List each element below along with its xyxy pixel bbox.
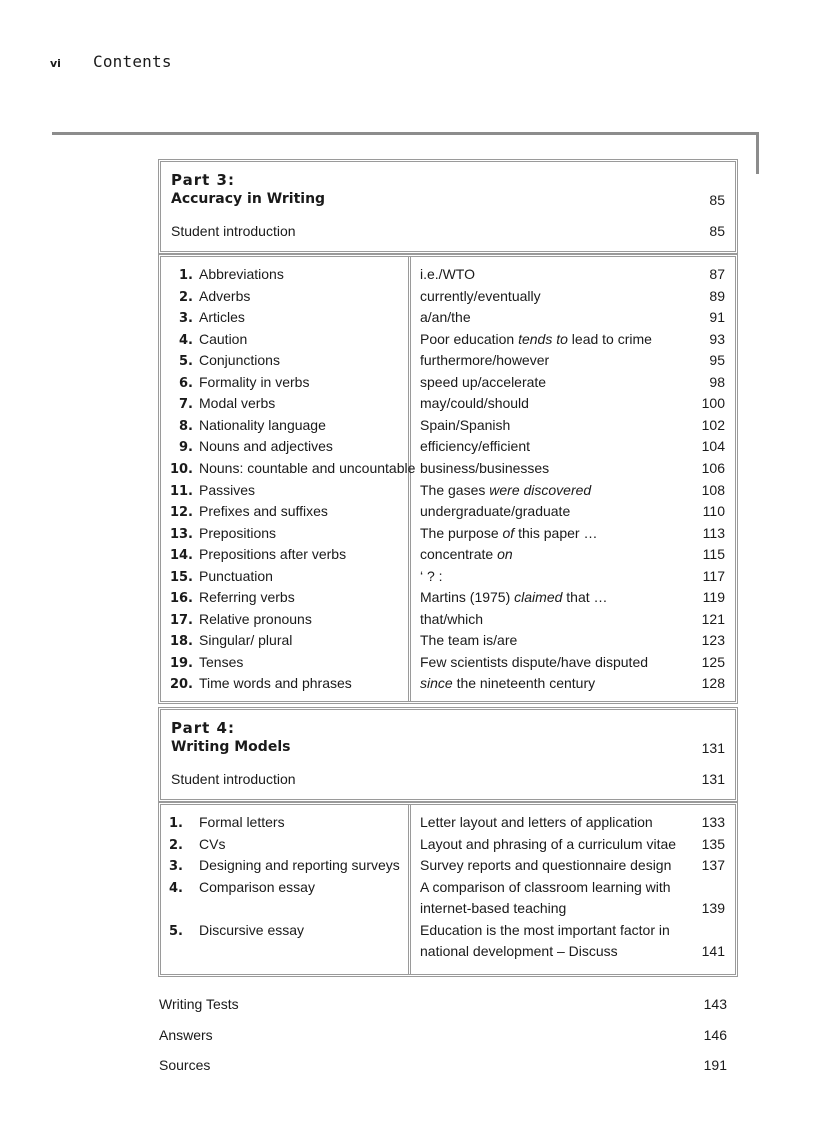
unit-example: The team is/are — [420, 632, 518, 649]
toc-unit-row — [169, 459, 416, 481]
toc-unit-example-row — [420, 351, 725, 373]
toc-model-example-row — [420, 921, 725, 959]
toc-unit-example-row — [420, 265, 725, 287]
unit-number: 6. — [179, 375, 193, 391]
unit-number: 19. — [169, 655, 193, 671]
toc-entry-page: 146 — [703, 1027, 727, 1043]
toc-unit-row — [169, 502, 409, 524]
unit-example-text: Poor education — [420, 330, 519, 347]
part3-topics-column — [161, 257, 416, 701]
part3-units-table — [158, 254, 738, 704]
unit-page: 113 — [702, 524, 725, 541]
model-page: 137 — [701, 857, 725, 873]
model-topic: Formal letters — [199, 814, 285, 830]
unit-example — [420, 481, 591, 499]
part4-intro: Student introduction — [171, 771, 296, 787]
toc-model-row — [169, 878, 409, 900]
unit-example: undergraduate/graduate — [420, 503, 571, 520]
page-title: Contents — [93, 52, 172, 71]
unit-topic: Punctuation — [199, 567, 273, 584]
unit-example — [420, 674, 595, 692]
toc-unit-example-row — [420, 308, 725, 330]
part3-title-page: 85 — [709, 192, 725, 208]
toc-unit-row — [169, 265, 409, 287]
unit-topic: Referring verbs — [199, 589, 295, 606]
unit-example-text: the nineteenth century — [452, 675, 596, 692]
model-example-line2: internet-based teaching — [420, 900, 567, 916]
toc-unit-example-row — [420, 524, 725, 546]
toc-unit-row — [169, 674, 409, 696]
model-topic: Discursive essay — [199, 922, 305, 938]
toc-unit-example-row — [420, 394, 725, 416]
unit-page: 104 — [701, 438, 725, 455]
unit-example-text: The purpose — [420, 524, 503, 541]
unit-number: 17. — [169, 612, 193, 628]
toc-model-row — [169, 921, 409, 943]
unit-topic: Articles — [199, 309, 245, 326]
toc-unit-row — [169, 610, 409, 632]
unit-topic: Conjunctions — [199, 352, 280, 369]
unit-example: a/an/the — [420, 309, 471, 326]
toc-unit-example-row — [420, 545, 725, 567]
unit-page: 106 — [701, 459, 725, 476]
unit-page: 125 — [701, 653, 725, 670]
unit-example: furthermore/however — [420, 352, 550, 369]
model-topic: CVs — [199, 836, 226, 852]
toc-unit-row — [169, 287, 409, 309]
model-example-line2: national development – Discuss — [420, 943, 618, 959]
unit-page: 128 — [701, 675, 725, 692]
toc-model-example-row — [420, 835, 725, 857]
unit-example: may/could/should — [420, 395, 529, 412]
part4-header-box — [158, 707, 738, 802]
unit-topic: Abbreviations — [199, 266, 284, 282]
unit-topic: Nouns: countable and uncountable — [199, 459, 416, 476]
unit-example-emphasis: claimed — [514, 589, 563, 606]
page-number: vi — [50, 57, 61, 70]
unit-example — [420, 545, 513, 563]
unit-page: 110 — [702, 503, 725, 520]
toc-entry-label: Sources — [159, 1057, 211, 1073]
part4-examples-column — [411, 805, 735, 974]
toc-unit-example-row — [420, 610, 725, 632]
unit-example-text: The gases — [420, 481, 490, 498]
unit-page: 95 — [709, 352, 725, 369]
toc-model-row — [169, 813, 409, 835]
unit-topic: Nationality language — [199, 416, 326, 433]
toc-entry-label: Answers — [159, 1027, 213, 1043]
model-page: 135 — [701, 836, 725, 852]
toc-unit-example-row — [420, 631, 725, 653]
unit-example: that/which — [420, 610, 484, 627]
unit-example — [420, 330, 652, 348]
toc-unit-row — [169, 437, 409, 459]
header-rule — [52, 132, 758, 135]
unit-page: 121 — [701, 610, 725, 627]
unit-topic: Time words and phrases — [199, 675, 352, 692]
toc-entry-page: 191 — [703, 1057, 727, 1073]
unit-page: 93 — [709, 330, 725, 347]
unit-example: business/businesses — [420, 459, 550, 476]
toc-unit-row — [169, 481, 409, 503]
unit-number: 16. — [169, 591, 193, 607]
model-number: 4. — [169, 881, 183, 896]
unit-number: 14. — [169, 548, 193, 564]
part4-intro-page: 131 — [701, 771, 725, 787]
unit-example — [420, 524, 597, 542]
unit-example: efficiency/efficient — [420, 438, 530, 455]
unit-example: i.e./WTO — [420, 266, 475, 282]
toc-unit-row — [169, 351, 409, 373]
part3-intro: Student introduction — [171, 223, 296, 239]
part4-title-page: 131 — [701, 740, 725, 756]
toc-unit-example-row — [420, 502, 725, 524]
unit-topic: Nouns and adjectives — [199, 438, 333, 455]
part3-examples-column — [411, 257, 735, 701]
model-number: 3. — [169, 859, 183, 874]
model-page: 139 — [701, 900, 725, 916]
toc-unit-example-row — [420, 373, 725, 395]
toc-unit-example-row — [420, 588, 725, 610]
toc-model-example-row — [420, 856, 725, 878]
part3-intro-page: 85 — [709, 223, 725, 239]
unit-number: 18. — [169, 634, 193, 650]
model-page: 133 — [701, 814, 725, 830]
model-topic: Comparison essay — [199, 879, 315, 895]
unit-topic: Tenses — [199, 653, 244, 670]
unit-topic: Passives — [199, 481, 256, 498]
unit-topic: Prepositions after verbs — [199, 546, 347, 563]
unit-example: speed up/accelerate — [420, 373, 547, 390]
toc-unit-row — [169, 567, 409, 589]
unit-example-text: lead to crime — [567, 330, 652, 347]
model-topic: Designing and reporting surveys — [199, 857, 400, 873]
part4-topics-column — [161, 805, 411, 974]
unit-page: 91 — [709, 309, 725, 326]
unit-number: 3. — [179, 311, 193, 327]
unit-page: 119 — [702, 589, 725, 606]
toc-unit-row — [169, 330, 409, 352]
part3-header-box — [158, 159, 738, 254]
unit-example: ‘ ? : — [420, 567, 443, 584]
toc-unit-row — [169, 588, 409, 610]
unit-example-emphasis: were discovered — [489, 481, 592, 498]
model-example: Education is the most important factor in — [420, 922, 670, 938]
unit-topic: Caution — [199, 330, 248, 347]
header-rule-tick — [756, 132, 759, 174]
unit-example-text: this paper … — [514, 524, 598, 541]
unit-page: 123 — [701, 632, 725, 649]
unit-page: 102 — [701, 416, 725, 433]
unit-page: 115 — [702, 546, 725, 563]
unit-topic: Relative pronouns — [199, 610, 312, 627]
unit-topic: Prepositions — [199, 524, 277, 541]
model-example: A comparison of classroom learning with — [420, 879, 671, 895]
unit-example-emphasis: of — [502, 524, 515, 541]
unit-number: 20. — [169, 677, 193, 693]
toc-unit-row — [169, 394, 409, 416]
toc-unit-example-row — [420, 459, 725, 481]
unit-number: 5. — [179, 354, 193, 370]
unit-topic: Singular/ plural — [199, 632, 293, 649]
unit-example-text: that … — [562, 589, 608, 606]
toc-unit-example-row — [420, 287, 725, 309]
unit-example-emphasis: on — [497, 546, 513, 563]
unit-example: currently/eventually — [420, 287, 541, 304]
unit-number: 13. — [169, 526, 193, 542]
unit-number: 7. — [179, 397, 193, 413]
model-number: 5. — [169, 924, 183, 939]
toc-entry-label: Writing Tests — [159, 996, 239, 1012]
unit-topic: Prefixes and suffixes — [199, 503, 328, 520]
unit-topic: Adverbs — [199, 287, 251, 304]
toc-unit-example-row — [420, 437, 725, 459]
toc-unit-row — [169, 308, 409, 330]
unit-number: 8. — [179, 418, 193, 434]
unit-example: Spain/Spanish — [420, 416, 511, 433]
part3-title: Accuracy in Writing — [171, 191, 326, 207]
toc-model-row — [169, 856, 409, 878]
unit-example-text: concentrate — [420, 546, 498, 563]
model-number: 2. — [169, 838, 183, 853]
toc-unit-example-row — [420, 481, 725, 503]
toc-unit-example-row — [420, 416, 725, 438]
part4-title: Writing Models — [171, 739, 291, 755]
toc-unit-row — [169, 545, 409, 567]
part3-label: Part 3: — [171, 171, 235, 189]
unit-topic: Modal verbs — [199, 395, 276, 412]
unit-page: 108 — [701, 481, 725, 498]
toc-unit-example-row — [420, 653, 725, 675]
unit-number: 2. — [179, 289, 193, 305]
toc-unit-example-row — [420, 330, 725, 352]
model-page: 141 — [701, 943, 725, 959]
toc-unit-example-row — [420, 567, 725, 589]
toc-model-row — [169, 835, 409, 857]
unit-page: 117 — [702, 567, 725, 584]
unit-number: 10. — [169, 461, 193, 477]
model-example: Layout and phrasing of a curriculum vitae — [420, 836, 677, 852]
unit-number: 9. — [179, 440, 193, 456]
model-number: 1. — [169, 816, 183, 831]
unit-number: 11. — [169, 483, 193, 499]
toc-unit-row — [169, 524, 409, 546]
unit-example-emphasis: since — [420, 675, 453, 692]
unit-number: 4. — [179, 332, 193, 348]
unit-example-text: Martins (1975) — [420, 589, 515, 606]
part4-units-table — [158, 802, 738, 977]
unit-number: 15. — [169, 569, 193, 585]
toc-unit-row — [169, 373, 409, 395]
model-example: Letter layout and letters of application — [420, 814, 653, 830]
unit-example — [420, 588, 608, 606]
unit-number: 1. — [179, 268, 193, 283]
unit-topic: Formality in verbs — [199, 373, 310, 390]
unit-page: 87 — [709, 266, 725, 282]
toc-unit-row — [169, 653, 409, 675]
toc-model-example-row — [420, 813, 725, 835]
unit-page: 100 — [701, 395, 725, 412]
unit-number: 12. — [169, 505, 193, 521]
toc-unit-row — [169, 631, 409, 653]
toc-model-example-row — [420, 878, 725, 916]
unit-page: 98 — [709, 373, 725, 390]
model-example: Survey reports and questionnaire design — [420, 857, 672, 873]
part4-label: Part 4: — [171, 719, 235, 737]
unit-example-emphasis: tends to — [518, 330, 568, 347]
unit-example: Few scientists dispute/have disputed — [420, 653, 649, 670]
toc-entry-page: 143 — [703, 996, 727, 1012]
toc-unit-row — [169, 416, 409, 438]
unit-page: 89 — [709, 287, 725, 304]
toc-unit-example-row — [420, 674, 725, 696]
